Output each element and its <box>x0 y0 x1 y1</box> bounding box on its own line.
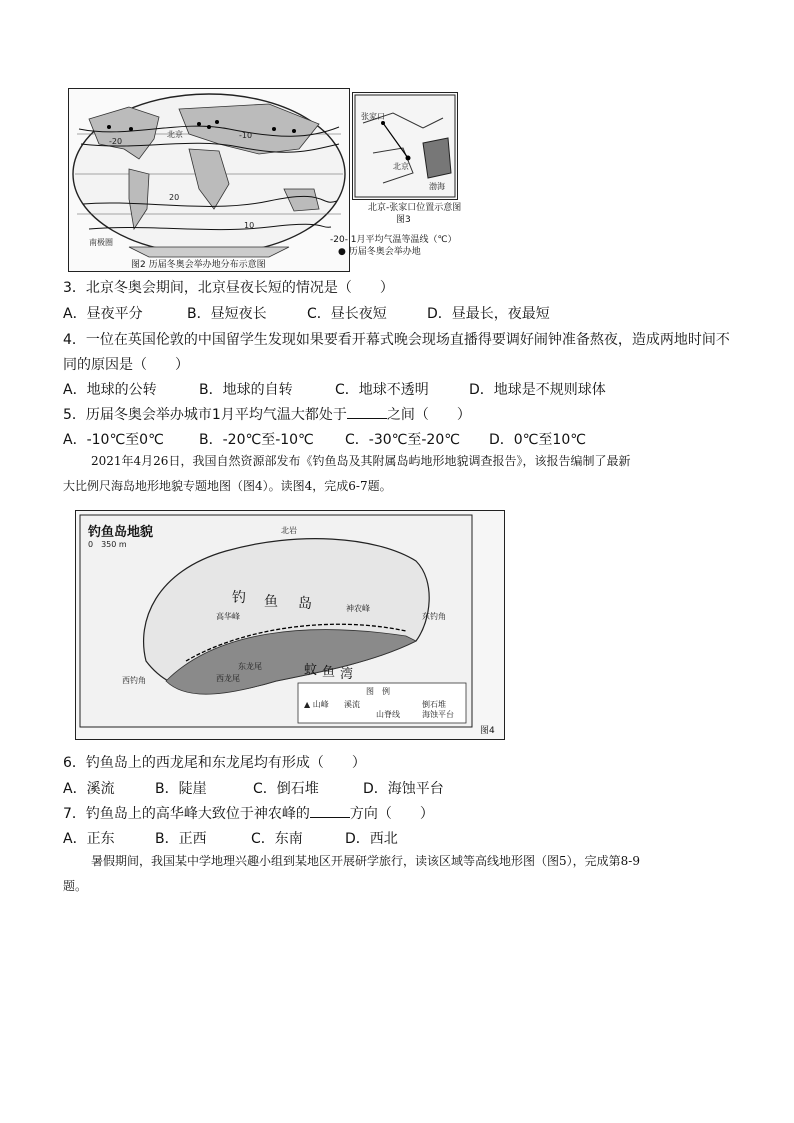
label-donglongwei: 东龙尾 <box>238 662 262 671</box>
legend-stream: 溪流 <box>344 700 360 709</box>
map-label-isotherm-minus10: -10 <box>239 131 253 140</box>
question-5-stem-after: 之间（ ） <box>386 407 471 423</box>
option-c[interactable]: C．昼长夜短 <box>307 306 387 322</box>
question-7-stem-before: 7．钓鱼岛上的高华峰大致位于神农峰的 <box>63 806 310 822</box>
question-6-stem: 6．钓鱼岛上的西龙尾和东龙尾均有形成（ ） <box>63 755 366 771</box>
label-xilongwei: 西龙尾 <box>216 674 240 683</box>
question-4-stem-line2: 同的原因是（ ） <box>63 357 189 373</box>
intro-8-9 <box>63 849 739 899</box>
map-label-isotherm-minus20: -20 <box>109 137 123 146</box>
figure-2-caption: 图2 历届冬奥会举办地分布示意图 <box>131 260 266 270</box>
label-dongdiaojiao: 东钓角 <box>422 612 446 621</box>
label-shennong-peak: 神农峰 <box>346 604 370 613</box>
figure-3-map <box>352 92 458 200</box>
intro-6-7-line2: 大比例尺海岛地形地貌专题地图（图4）。读图4，完成6-7题。 <box>63 479 392 493</box>
label-yu: 鱼 <box>264 594 278 610</box>
label-wen: 蚊 <box>304 663 318 678</box>
option-c[interactable]: C．东南 <box>251 831 303 847</box>
figure-4-title: 钓鱼岛地貌 <box>88 525 154 540</box>
option-d[interactable]: D．0℃至10℃ <box>489 432 586 448</box>
legend-title: 图 例 <box>366 687 390 696</box>
option-d[interactable]: D．昼最长，夜最短 <box>427 306 550 322</box>
legend-ridge: 山脊线 <box>376 710 400 719</box>
map-label-beijing: 北京 <box>167 130 183 139</box>
legend-isotherm-text: -20- 1月平均气温等温线（℃） <box>330 235 457 245</box>
question-6-options <box>63 778 763 796</box>
question-4-options <box>63 379 763 397</box>
figure-2-legend-host <box>338 244 421 257</box>
map-label-zhangjiakou: 张家口 <box>361 112 385 121</box>
legend-peak: ▲ 山峰 <box>304 700 329 709</box>
option-a[interactable]: A．昼夜平分 <box>63 306 143 322</box>
question-5-stem-before: 5．历届冬奥会举办城市1月平均气温大都处于 <box>63 407 347 423</box>
question-3-options <box>63 303 763 321</box>
option-b[interactable]: B．陡崖 <box>155 781 207 797</box>
option-d[interactable]: D．西北 <box>345 831 398 847</box>
option-a[interactable]: A．正东 <box>63 831 115 847</box>
label-diao: 钓 <box>232 590 246 606</box>
intro-6-7 <box>63 449 739 499</box>
question-7-stem-after: 方向（ ） <box>349 806 434 822</box>
option-b[interactable]: B．-20℃至-10℃ <box>199 432 314 448</box>
map-label-beijing-small: 北京 <box>393 162 409 171</box>
question-3-stem: 3．北京冬奥会期间，北京昼夜长短的情况是（ ） <box>63 280 394 296</box>
question-7-stem <box>63 803 434 823</box>
option-c[interactable]: C．地球不透明 <box>335 382 429 398</box>
answer-blank[interactable] <box>347 406 387 419</box>
legend-platform: 海蚀平台 <box>422 710 454 719</box>
label-yu2: 鱼 <box>322 665 336 680</box>
legend-talus: 倒石堆 <box>422 700 446 709</box>
figure-3-caption: 北京-张家口位置示意图 <box>368 203 462 213</box>
option-d[interactable]: D．地球是不规则球体 <box>469 382 606 398</box>
label-wan: 湾 <box>340 667 354 682</box>
option-b[interactable]: B．昼短夜长 <box>187 306 267 322</box>
option-a[interactable]: A．-10℃至0℃ <box>63 432 164 448</box>
intro-8-9-line2: 题。 <box>63 879 88 893</box>
question-7-options <box>63 828 763 846</box>
figure-2-world-map <box>68 88 350 272</box>
option-b[interactable]: B．地球的自转 <box>199 382 293 398</box>
option-c[interactable]: C．-30℃至-20℃ <box>345 432 460 448</box>
option-d[interactable]: D．海蚀平台 <box>363 781 444 797</box>
map-label-isotherm-10: 10 <box>244 221 255 230</box>
legend-host-text: 历届冬奥会举办地 <box>348 247 421 257</box>
answer-blank[interactable] <box>310 805 350 818</box>
question-4-stem-line1: 4．一位在英国伦敦的中国留学生发现如果要看开幕式晚会现场直播得要调好闹钟准备熬夜，造成两地时间不 <box>63 332 730 348</box>
intro-8-9-line1: 暑假期间，我国某中学地理兴趣小组到某地区开展研学旅行，读该区域等高线地形图（图5），完成第8-9 <box>91 854 640 868</box>
map-label-isotherm-20: 20 <box>169 193 180 202</box>
option-c[interactable]: C．倒石堆 <box>253 781 319 797</box>
intro-6-7-line1: 2021年4月26日，我国自然资源部发布《钓鱼岛及其附属岛屿地形地貌调查报告》，该报告编制了最新 <box>91 454 631 468</box>
option-a[interactable]: A．溪流 <box>63 781 115 797</box>
host-dot-icon: ● <box>338 247 346 257</box>
figure-4-diaoyu-map <box>75 510 505 740</box>
figure-4-number: 图4 <box>480 726 495 736</box>
label-beiyan: 北岩 <box>281 526 297 535</box>
figure-4-scale: 0 350 m <box>88 540 127 549</box>
question-5-stem <box>63 404 471 424</box>
label-dao: 岛 <box>298 596 312 612</box>
figure-3-number: 图3 <box>396 215 411 225</box>
label-gaohua-peak: 高华峰 <box>216 612 240 621</box>
option-a[interactable]: A．地球的公转 <box>63 382 157 398</box>
map-label-antarctic-circle: 南极圈 <box>89 238 113 247</box>
option-b[interactable]: B．正西 <box>155 831 207 847</box>
question-5-options <box>63 429 763 447</box>
map-label-bohai: 渤海 <box>429 182 445 191</box>
label-xidiaojiao: 西钓角 <box>122 676 146 685</box>
